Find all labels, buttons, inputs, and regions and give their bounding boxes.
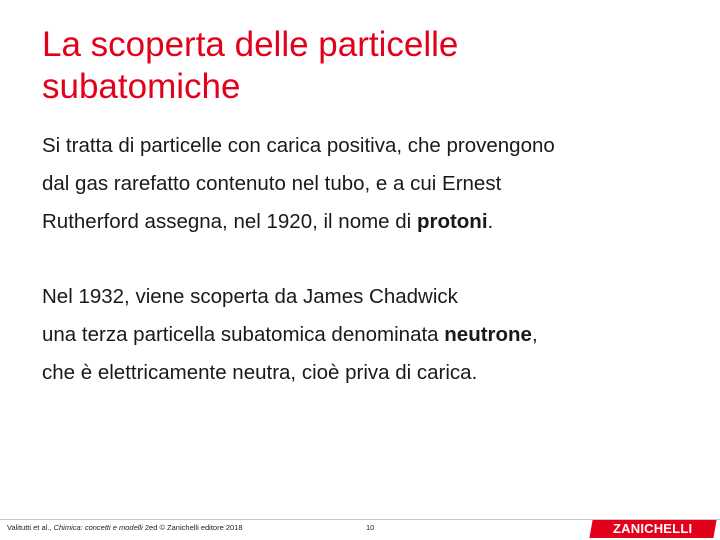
paragraph-neutrons-line-2 — [42, 316, 692, 354]
slide-title — [42, 24, 682, 108]
paragraph-protons-line-3-text: Rutherford assegna, nel 1920, il nome di — [42, 210, 417, 233]
page-number: 10 — [366, 523, 375, 532]
paragraph-protons — [42, 127, 692, 241]
paragraph-neutrons-line-1: Nel 1932, viene scoperta da James Chadwick — [42, 285, 458, 308]
slide-title-line-1: La scoperta delle particelle — [42, 25, 459, 64]
paragraph-neutrons-line-2-text: una terza particella subatomica denominata — [42, 323, 445, 346]
footer-credit — [7, 523, 243, 532]
paragraph-protons-line-1: Si tratta di particelle con carica positiva, che provengono — [42, 134, 555, 157]
term-protoni: protoni — [416, 210, 488, 233]
zanichelli-logo-text: ZANICHELLI — [613, 521, 693, 536]
paragraph-neutrons-line-3: che è elettricamente neutra, cioè priva di carica. — [42, 361, 478, 384]
slide-title-line-2: subatomiche — [42, 67, 241, 106]
paragraph-protons-line-2: dal gas rarefatto contenuto nel tubo, e a cui Ernest — [42, 172, 502, 195]
footer-credit-publisher: 2ed © Zanichelli editore 2018 — [142, 523, 243, 532]
paragraph-protons-line-3 — [42, 203, 692, 241]
paragraph-neutrons-line-2-end: , — [531, 323, 538, 346]
term-neutrone: neutrone — [444, 323, 532, 346]
zanichelli-logo — [589, 520, 716, 538]
footer-credit-book-title: Chimica: concetti e modelli — [53, 523, 143, 532]
paragraph-protons-line-3-end: . — [487, 210, 494, 233]
paragraph-neutrons — [42, 278, 692, 392]
footer-credit-authors: Valitutti et al., — [7, 523, 54, 532]
